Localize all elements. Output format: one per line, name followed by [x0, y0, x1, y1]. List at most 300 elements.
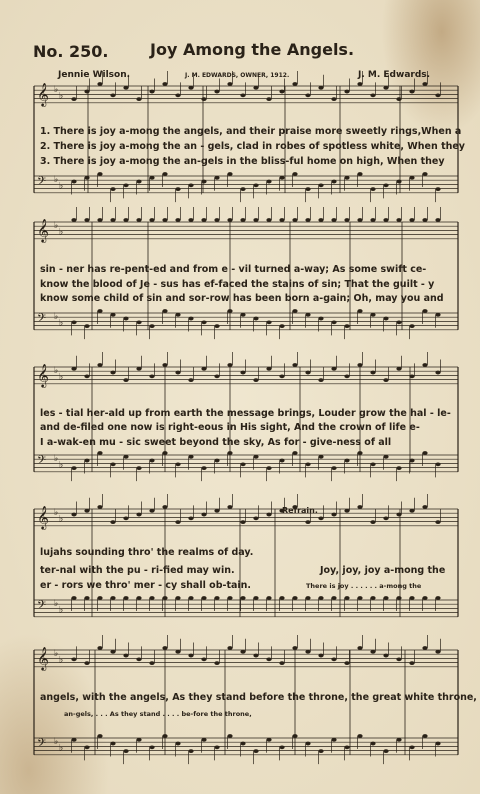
- flat-icon: ♭: [54, 508, 59, 518]
- note-head: [162, 451, 167, 455]
- bass-clef-icon: 𝄢: [37, 737, 47, 753]
- note-head: [71, 466, 76, 470]
- note-head: [201, 97, 206, 101]
- note-head: [318, 596, 323, 600]
- note-head: [201, 367, 206, 371]
- note-head: [292, 451, 297, 455]
- note-head: [409, 745, 414, 749]
- note-head: [84, 218, 89, 222]
- note-head: [396, 218, 401, 222]
- note-head: [383, 596, 388, 600]
- note-head: [71, 218, 76, 222]
- note-head: [370, 596, 375, 600]
- note-head: [240, 313, 245, 317]
- note-head: [331, 466, 336, 470]
- note-head: [97, 451, 102, 455]
- note-head: [266, 466, 271, 470]
- note-head: [357, 734, 362, 738]
- note-head: [71, 596, 76, 600]
- note-head: [214, 90, 219, 94]
- note-head: [344, 324, 349, 328]
- note-head: [136, 367, 141, 371]
- note-head: [292, 218, 297, 222]
- note-head: [370, 93, 375, 97]
- treble-clef-icon: 𝄞: [37, 363, 49, 387]
- note-head: [136, 738, 141, 742]
- note-head: [357, 218, 362, 222]
- note-head: [266, 738, 271, 742]
- note-head: [292, 646, 297, 650]
- flat-icon: ♭: [54, 649, 59, 659]
- note-head: [292, 363, 297, 367]
- note-head: [266, 180, 271, 184]
- note-head: [253, 654, 258, 658]
- note-head: [331, 596, 336, 600]
- note-head: [110, 596, 115, 600]
- note-head: [422, 646, 427, 650]
- note-head: [188, 749, 193, 753]
- note-head: [383, 516, 388, 520]
- bass-clef-icon: 𝄢: [37, 175, 47, 191]
- note-head: [331, 513, 336, 517]
- note-head: [175, 520, 180, 524]
- note-head: [149, 596, 154, 600]
- note-head: [201, 513, 206, 517]
- note-head: [422, 734, 427, 738]
- note-head: [123, 378, 128, 382]
- verse1-line-system2: sin - ner has re-pent-ed and from e - vil turned a-way; As some swift ce-: [40, 264, 427, 275]
- note-head: [266, 513, 271, 517]
- hymn-number: No. 250.: [33, 42, 109, 61]
- note-head: [214, 509, 219, 513]
- note-head: [214, 745, 219, 749]
- note-head: [422, 363, 427, 367]
- note-head: [279, 324, 284, 328]
- note-head: [422, 309, 427, 313]
- note-head: [84, 90, 89, 94]
- note-head: [292, 309, 297, 313]
- note-head: [110, 93, 115, 97]
- note-head: [344, 90, 349, 94]
- note-head: [422, 172, 427, 176]
- note-head: [396, 320, 401, 324]
- treble-clef-icon: 𝄞: [37, 505, 49, 529]
- note-head: [162, 596, 167, 600]
- note-head: [396, 97, 401, 101]
- note-head: [175, 187, 180, 191]
- note-head: [188, 183, 193, 187]
- verse1-line-system4: lujahs sounding thro' the realms of day.: [40, 547, 254, 558]
- note-head: [396, 738, 401, 742]
- note-head: [383, 86, 388, 90]
- note-head: [188, 317, 193, 321]
- note-head: [123, 218, 128, 222]
- flat-icon: ♭: [59, 743, 64, 754]
- note-head: [227, 218, 232, 222]
- note-head: [435, 742, 440, 746]
- note-head: [110, 218, 115, 222]
- note-head: [188, 455, 193, 459]
- verse2-line-system2: know the blood of Je - sus has ef-faced the stains of sin; That the guilt - y: [40, 279, 435, 290]
- note-head: [188, 596, 193, 600]
- note-head: [136, 466, 141, 470]
- note-head: [175, 218, 180, 222]
- note-head: [357, 363, 362, 367]
- verse3-line-system2: know some child of sin and sor-row has been born a-gain; Oh, may you and: [40, 293, 444, 304]
- note-head: [409, 596, 414, 600]
- note-head: [357, 451, 362, 455]
- note-head: [292, 596, 297, 600]
- verse3-line-system1: 3. There is joy a-mong the an-gels in the bliss-ful home on high, When they: [40, 156, 445, 167]
- note-head: [435, 596, 440, 600]
- refrain-bass-line-system5: an-gels, . . . As they stand . . . . be-fore the throne,: [64, 710, 252, 718]
- note-head: [97, 596, 102, 600]
- note-head: [409, 374, 414, 378]
- flat-icon: ♭: [59, 655, 64, 666]
- note-head: [71, 180, 76, 184]
- note-head: [136, 218, 141, 222]
- note-head: [110, 520, 115, 524]
- note-head: [253, 183, 258, 187]
- note-head: [409, 459, 414, 463]
- note-head: [318, 183, 323, 187]
- note-head: [305, 93, 310, 97]
- note-head: [331, 657, 336, 661]
- note-head: [136, 97, 141, 101]
- note-head: [331, 97, 336, 101]
- note-head: [214, 596, 219, 600]
- note-head: [396, 596, 401, 600]
- note-head: [370, 650, 375, 654]
- note-head: [422, 505, 427, 509]
- note-head: [305, 462, 310, 466]
- note-head: [409, 176, 414, 180]
- note-head: [357, 172, 362, 176]
- note-head: [279, 90, 284, 94]
- note-head: [136, 596, 141, 600]
- note-head: [279, 459, 284, 463]
- note-head: [136, 513, 141, 517]
- note-head: [149, 661, 154, 665]
- verse1-line-system3: les - tial her-ald up from earth the message brings, Louder grow the hal - le-: [40, 408, 451, 419]
- note-head: [344, 745, 349, 749]
- note-head: [266, 596, 271, 600]
- note-head: [71, 657, 76, 661]
- note-head: [97, 172, 102, 176]
- note-head: [331, 180, 336, 184]
- flat-icon: ♭: [59, 181, 64, 192]
- note-head: [97, 734, 102, 738]
- note-head: [318, 516, 323, 520]
- note-head: [240, 650, 245, 654]
- note-head: [227, 451, 232, 455]
- verse2-line-system4: ter-nal with the pu - ri-fied may win.: [40, 565, 235, 576]
- bass-clef-icon: 𝄢: [37, 599, 47, 615]
- note-head: [370, 218, 375, 222]
- note-head: [409, 90, 414, 94]
- note-head: [227, 309, 232, 313]
- note-head: [149, 745, 154, 749]
- note-head: [344, 596, 349, 600]
- note-head: [331, 320, 336, 324]
- note-head: [188, 378, 193, 382]
- note-head: [97, 363, 102, 367]
- note-head: [383, 749, 388, 753]
- note-head: [396, 466, 401, 470]
- note-head: [370, 462, 375, 466]
- note-head: [279, 596, 284, 600]
- lyricist: Jennie Wilson.: [58, 70, 131, 80]
- composer: J. M. Edwards.: [358, 70, 431, 80]
- note-head: [344, 509, 349, 513]
- note-head: [227, 505, 232, 509]
- note-head: [344, 374, 349, 378]
- note-head: [201, 218, 206, 222]
- note-head: [97, 505, 102, 509]
- note-head: [240, 93, 245, 97]
- note-head: [370, 371, 375, 375]
- note-head: [292, 82, 297, 86]
- note-head: [84, 509, 89, 513]
- note-head: [149, 459, 154, 463]
- note-head: [318, 378, 323, 382]
- note-head: [149, 509, 154, 513]
- note-head: [409, 661, 414, 665]
- note-head: [214, 176, 219, 180]
- note-head: [97, 646, 102, 650]
- note-head: [149, 218, 154, 222]
- note-head: [136, 320, 141, 324]
- note-head: [110, 462, 115, 466]
- note-head: [136, 657, 141, 661]
- note-head: [318, 317, 323, 321]
- note-head: [357, 82, 362, 86]
- flat-icon: ♭: [59, 460, 64, 471]
- note-head: [162, 82, 167, 86]
- note-head: [149, 90, 154, 94]
- note-head: [305, 742, 310, 746]
- note-head: [396, 367, 401, 371]
- note-head: [110, 650, 115, 654]
- note-head: [123, 596, 128, 600]
- note-head: [305, 313, 310, 317]
- verse3-line-system3: I a-wak-en mu - sic sweet beyond the sky, As for - give-ness of all: [40, 437, 392, 448]
- note-head: [344, 218, 349, 222]
- note-head: [201, 657, 206, 661]
- note-head: [175, 462, 180, 466]
- flat-icon: ♭: [54, 221, 59, 231]
- note-head: [383, 218, 388, 222]
- note-head: [71, 513, 76, 517]
- refrain-bass-line: There is joy . . . . . . a-mong the: [306, 582, 422, 590]
- flat-icon: ♭: [54, 85, 59, 95]
- note-head: [240, 520, 245, 524]
- note-head: [396, 513, 401, 517]
- note-head: [162, 218, 167, 222]
- note-head: [84, 324, 89, 328]
- note-head: [201, 738, 206, 742]
- note-head: [409, 509, 414, 513]
- note-head: [84, 176, 89, 180]
- refrain-label: Refrain.: [282, 506, 318, 515]
- note-head: [357, 646, 362, 650]
- note-head: [175, 93, 180, 97]
- note-head: [71, 367, 76, 371]
- note-head: [84, 459, 89, 463]
- note-head: [370, 313, 375, 317]
- note-head: [97, 218, 102, 222]
- note-head: [344, 459, 349, 463]
- note-head: [201, 320, 206, 324]
- note-head: [305, 218, 310, 222]
- note-head: [123, 455, 128, 459]
- refrain-soprano-line: Joy, joy, joy a-mong the: [320, 565, 446, 576]
- note-head: [266, 320, 271, 324]
- note-head: [331, 367, 336, 371]
- note-head: [253, 317, 258, 321]
- note-head: [97, 309, 102, 313]
- note-head: [292, 172, 297, 176]
- note-head: [123, 183, 128, 187]
- note-head: [110, 371, 115, 375]
- note-head: [318, 86, 323, 90]
- note-head: [396, 657, 401, 661]
- note-head: [110, 187, 115, 191]
- flat-icon: ♭: [54, 175, 59, 185]
- note-head: [409, 324, 414, 328]
- note-head: [240, 187, 245, 191]
- note-head: [162, 505, 167, 509]
- note-head: [266, 657, 271, 661]
- note-head: [214, 459, 219, 463]
- note-head: [383, 183, 388, 187]
- note-head: [162, 646, 167, 650]
- verse3-line-system4: er - rors we thro' mer - cy shall ob-tain.: [40, 580, 252, 591]
- note-head: [344, 176, 349, 180]
- note-head: [214, 324, 219, 328]
- note-head: [97, 82, 102, 86]
- note-head: [175, 313, 180, 317]
- note-head: [305, 520, 310, 524]
- note-head: [175, 650, 180, 654]
- note-head: [149, 324, 154, 328]
- note-head: [435, 371, 440, 375]
- note-head: [435, 650, 440, 654]
- note-head: [240, 462, 245, 466]
- note-head: [84, 661, 89, 665]
- refrain-line-system5: angels, with the angels, As they stand before the throne, the great white throne,: [40, 692, 477, 703]
- note-head: [396, 180, 401, 184]
- flat-icon: ♭: [59, 91, 64, 102]
- note-head: [162, 172, 167, 176]
- copyright-notice: J. M. EDWARDS, OWNER, 1912.: [185, 72, 290, 79]
- note-head: [253, 378, 258, 382]
- note-head: [370, 742, 375, 746]
- note-head: [253, 596, 258, 600]
- note-head: [435, 187, 440, 191]
- note-head: [357, 596, 362, 600]
- note-head: [422, 82, 427, 86]
- note-head: [305, 371, 310, 375]
- bass-clef-icon: 𝄢: [37, 454, 47, 470]
- note-head: [227, 596, 232, 600]
- note-head: [253, 455, 258, 459]
- note-head: [227, 363, 232, 367]
- note-head: [331, 218, 336, 222]
- bass-clef-icon: 𝄢: [37, 312, 47, 328]
- note-head: [123, 749, 128, 753]
- note-head: [175, 371, 180, 375]
- note-head: [253, 749, 258, 753]
- note-head: [240, 218, 245, 222]
- note-head: [370, 520, 375, 524]
- note-head: [110, 313, 115, 317]
- note-head: [84, 596, 89, 600]
- note-head: [253, 218, 258, 222]
- note-head: [318, 455, 323, 459]
- note-head: [227, 734, 232, 738]
- note-head: [214, 218, 219, 222]
- flat-icon: ♭: [59, 227, 64, 238]
- note-head: [214, 661, 219, 665]
- flat-icon: ♭: [54, 454, 59, 464]
- verse1-line-system1: 1. There is joy a-mong the angels, and their praise more sweetly rings,When a: [40, 126, 462, 137]
- note-head: [227, 172, 232, 176]
- note-head: [279, 661, 284, 665]
- note-head: [175, 596, 180, 600]
- note-head: [84, 745, 89, 749]
- note-head: [123, 516, 128, 520]
- flat-icon: ♭: [54, 366, 59, 376]
- note-head: [383, 317, 388, 321]
- note-head: [383, 378, 388, 382]
- note-head: [214, 374, 219, 378]
- note-head: [253, 516, 258, 520]
- note-head: [188, 218, 193, 222]
- note-head: [149, 374, 154, 378]
- flat-icon: ♭: [59, 372, 64, 383]
- note-head: [188, 86, 193, 90]
- flat-icon: ♭: [54, 599, 59, 609]
- note-head: [110, 742, 115, 746]
- note-head: [435, 218, 440, 222]
- verse2-line-system3: and de-filed one now is right-eous in His sight, And the crown of life e-: [40, 422, 420, 433]
- flat-icon: ♭: [59, 318, 64, 329]
- note-head: [279, 176, 284, 180]
- note-head: [188, 516, 193, 520]
- note-head: [422, 596, 427, 600]
- note-head: [344, 661, 349, 665]
- note-head: [227, 82, 232, 86]
- note-head: [279, 374, 284, 378]
- note-head: [175, 742, 180, 746]
- note-head: [123, 86, 128, 90]
- note-head: [409, 218, 414, 222]
- note-head: [123, 317, 128, 321]
- note-head: [201, 180, 206, 184]
- note-head: [162, 363, 167, 367]
- note-head: [305, 650, 310, 654]
- treble-clef-icon: 𝄞: [37, 82, 49, 106]
- note-head: [71, 320, 76, 324]
- note-head: [201, 596, 206, 600]
- note-head: [227, 646, 232, 650]
- note-head: [305, 596, 310, 600]
- note-head: [123, 654, 128, 658]
- hymn-title: Joy Among the Angels.: [150, 40, 355, 59]
- flat-icon: ♭: [59, 605, 64, 616]
- note-head: [318, 749, 323, 753]
